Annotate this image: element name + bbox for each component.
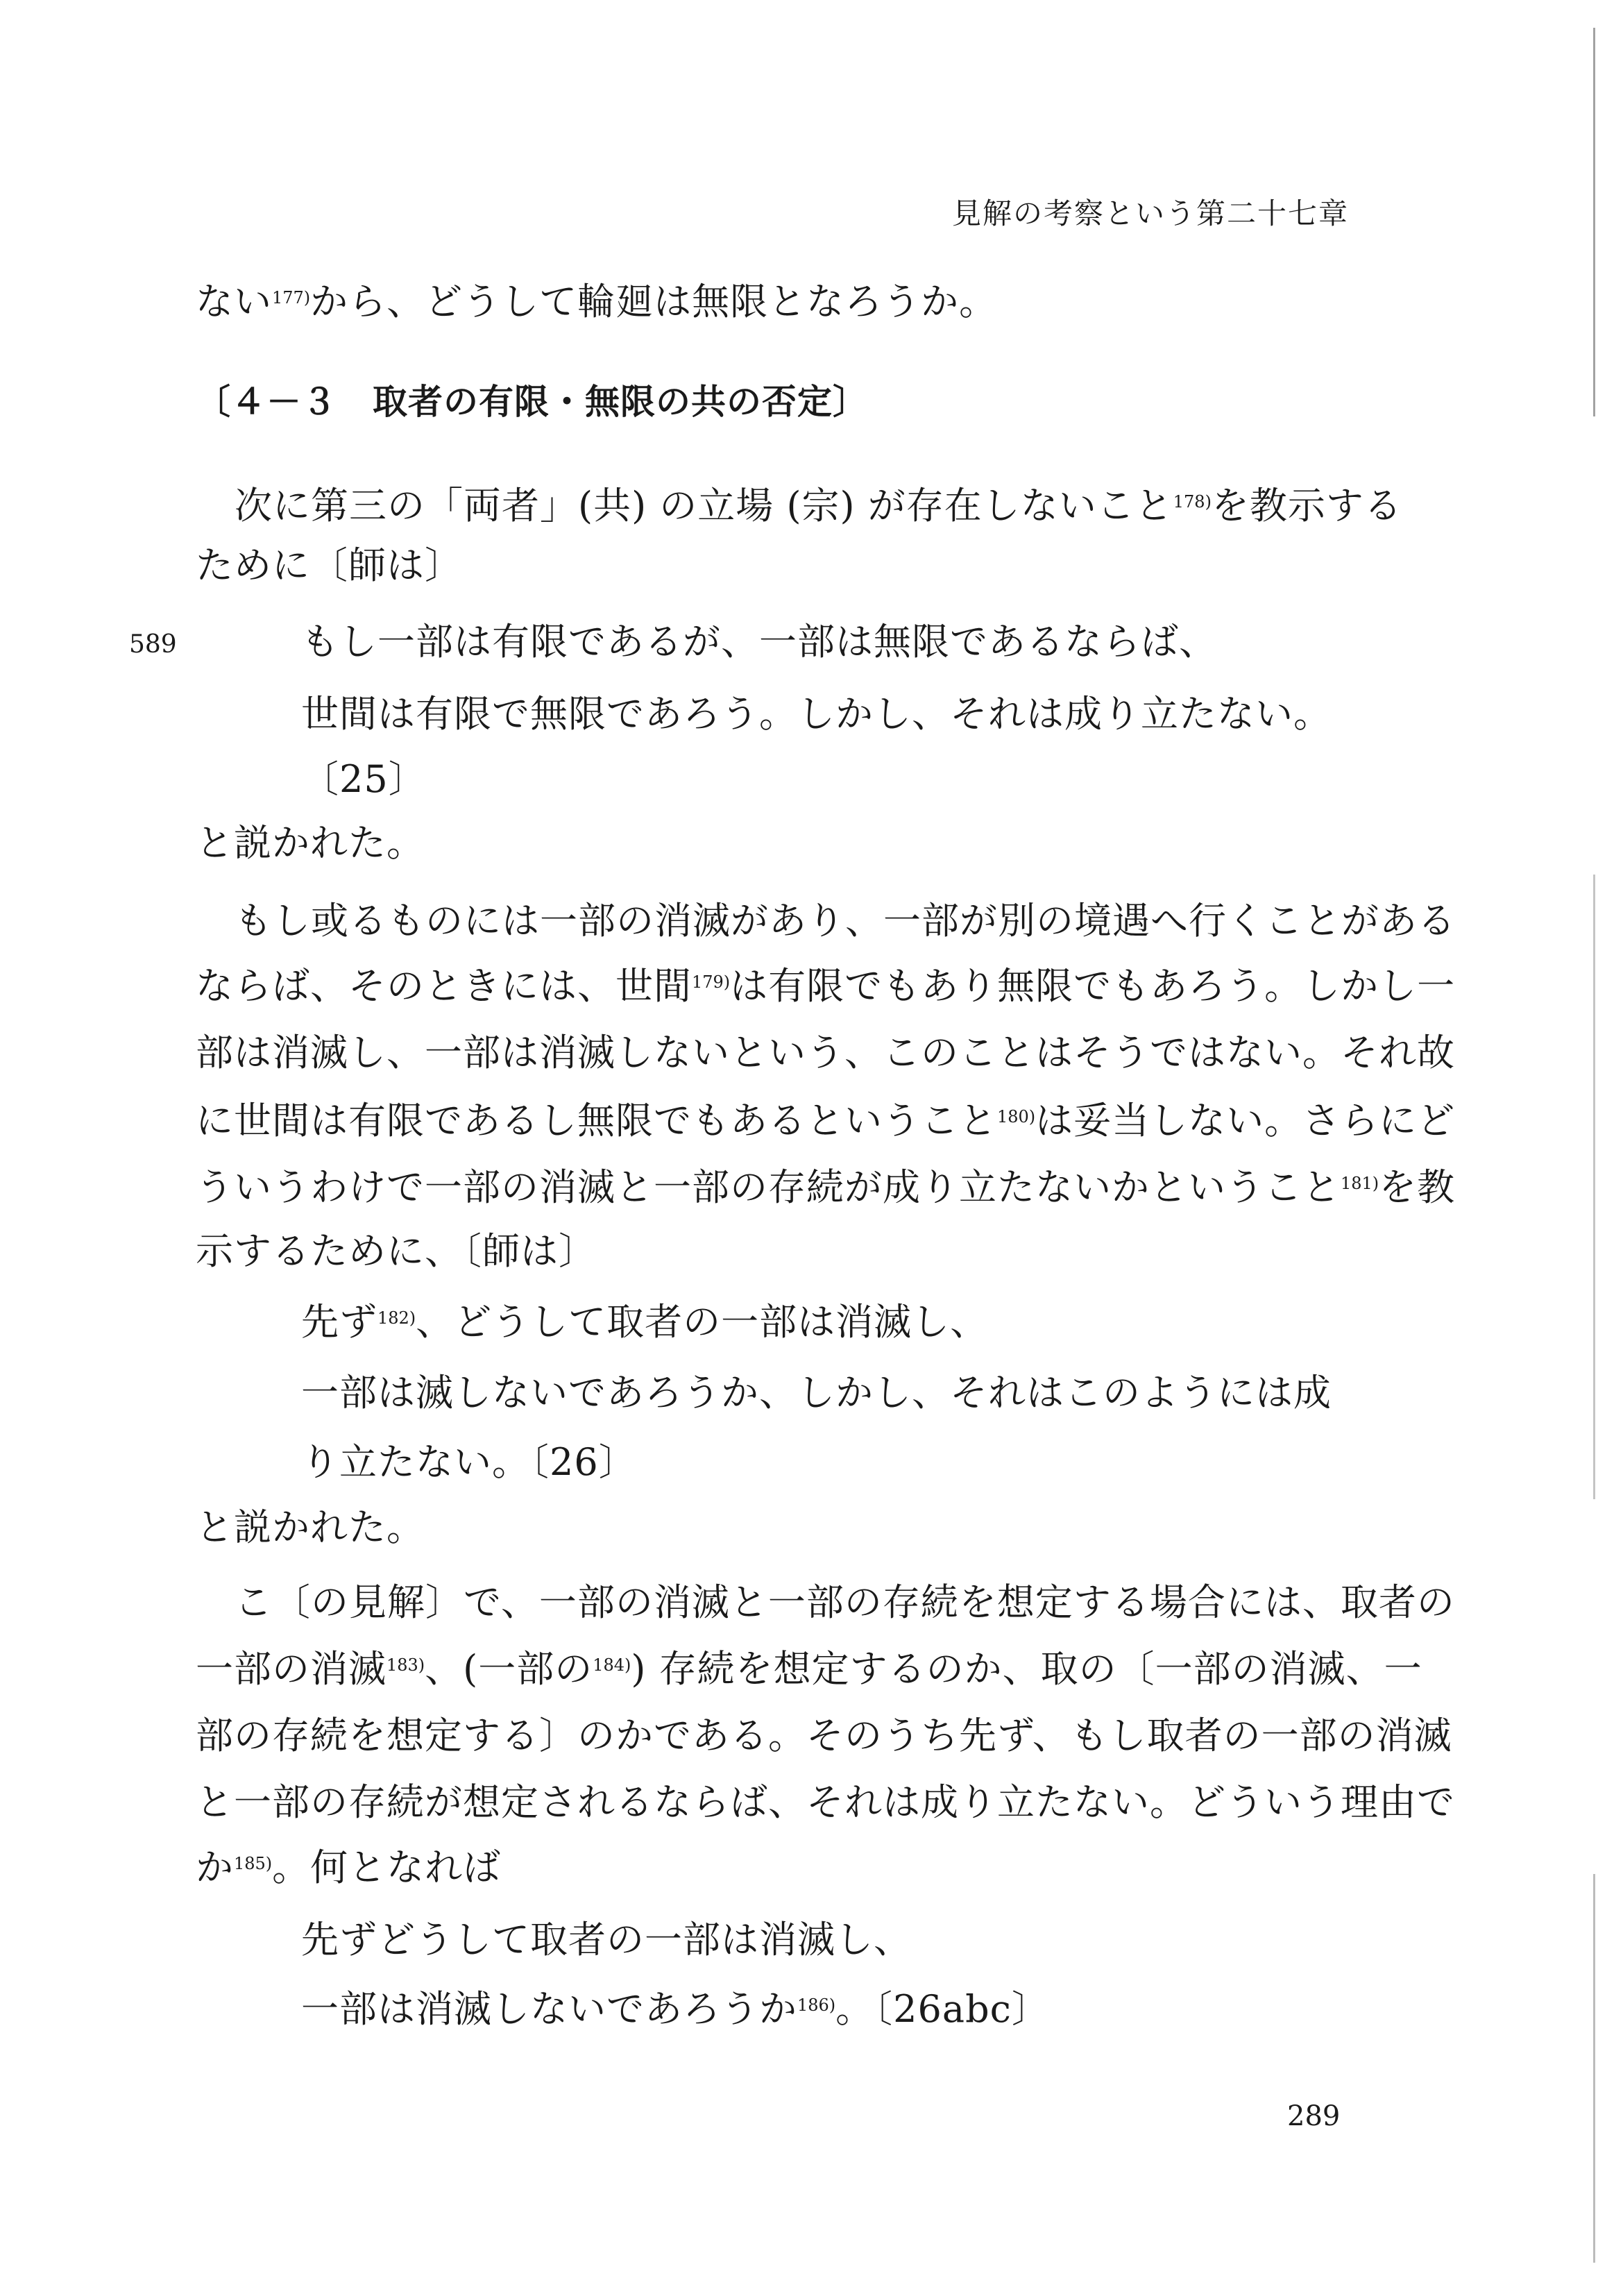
text-line-23: か$^{185)}$。何となれば <box>196 1846 502 1889</box>
text-line-01: ない$^{177)}$から、どうして輪廻は無限となろうか。 <box>196 280 998 323</box>
page-number: 289 <box>1287 2100 1341 2132</box>
text-line-09: もし或るものには一部の消滅があり、一部が別の境遇へ行くことがある <box>235 899 1456 943</box>
text-line-20: 一部の消滅$^{183)}$、(一部の$^{184)}$) 存続を想定するのか、取の〔一部の消滅、一 <box>196 1647 1422 1691</box>
text-line-18: と説かれた。 <box>196 1505 425 1549</box>
verse-line-16: 一部は滅しないであろうか、しかし、それはこのようには成 <box>301 1371 1332 1415</box>
verse-line-25: 一部は消滅しないであろうか$^{186)}$。〔26abc〕 <box>301 1987 1050 2031</box>
verse-line-06: 世間は有限で無限であろう。しかし、それは成り立たない。 <box>301 692 1332 736</box>
footnote-ref: 183) <box>386 1655 425 1675</box>
scan-edge-mark <box>1593 875 1595 1499</box>
footnote-ref: 182) <box>377 1308 416 1328</box>
text-line-13: ういうわけで一部の消滅と一部の存続が成り立たないかということ$^{181)}$を教 <box>196 1165 1456 1209</box>
footnote-ref: 180) <box>997 1107 1036 1126</box>
text-line-12: に世間は有限であるし無限でもあるということ$^{180)}$は妥当しない。さらにど <box>196 1099 1456 1142</box>
footnote-ref: 186) <box>797 1995 836 2015</box>
scan-edge-mark <box>1593 28 1595 416</box>
verse-line-05: もし一部は有限であるが、一部は無限であるならば、 <box>301 620 1217 664</box>
text-line-03: 次に第三の「両者」(共) の立場 (宗) が存在しないこと$^{178)}$を教示する <box>235 484 1402 527</box>
verse-line-24: 先ずどうして取者の一部は消滅し、 <box>301 1918 912 1961</box>
verse-number-25: 〔25〕 <box>301 757 427 801</box>
text-line-19: こ〔の見解〕で、一部の消滅と一部の存続を想定する場合には、取者の <box>235 1580 1455 1624</box>
footnote-ref: 185) <box>234 1854 273 1873</box>
footnote-ref: 184) <box>593 1655 631 1675</box>
text-line-22: と一部の存続が想定されるならば、それは成り立たない。どういう理由で <box>196 1780 1455 1824</box>
text-line-04: ために〔師は〕 <box>196 543 463 587</box>
text-line-21: 部の存続を想定する〕のかである。そのうち先ず、もし取者の一部の消滅 <box>196 1714 1452 1757</box>
text-line-10: ならば、そのときには、世間$^{179)}$は有限でもあり無限でもあろう。しかし一 <box>196 964 1456 1008</box>
section-heading: 〔４－３ 取者の有限・無限の共の否定〕 <box>196 382 868 422</box>
footnote-ref: 177) <box>272 288 311 307</box>
text-line-08: と説かれた。 <box>196 821 425 865</box>
footnote-ref: 181) <box>1341 1174 1379 1193</box>
text-line-11: 部は消滅し、一部は消滅しないという、このことはそうではない。それ故 <box>196 1031 1455 1074</box>
verse-line-17: り立たない。〔26〕 <box>301 1440 637 1484</box>
verse-line-15: 先ず$^{182)}$、どうして取者の一部は消滅し、 <box>301 1300 989 1344</box>
footnote-ref: 179) <box>692 972 731 992</box>
footnote-ref: 178) <box>1173 492 1212 512</box>
running-header: 見解の考察という第二十七章 <box>951 196 1349 230</box>
text-line-14: 示するために、〔師は〕 <box>196 1229 597 1273</box>
margin-number: 589 <box>129 630 177 659</box>
scan-edge-mark <box>1593 1874 1595 2263</box>
